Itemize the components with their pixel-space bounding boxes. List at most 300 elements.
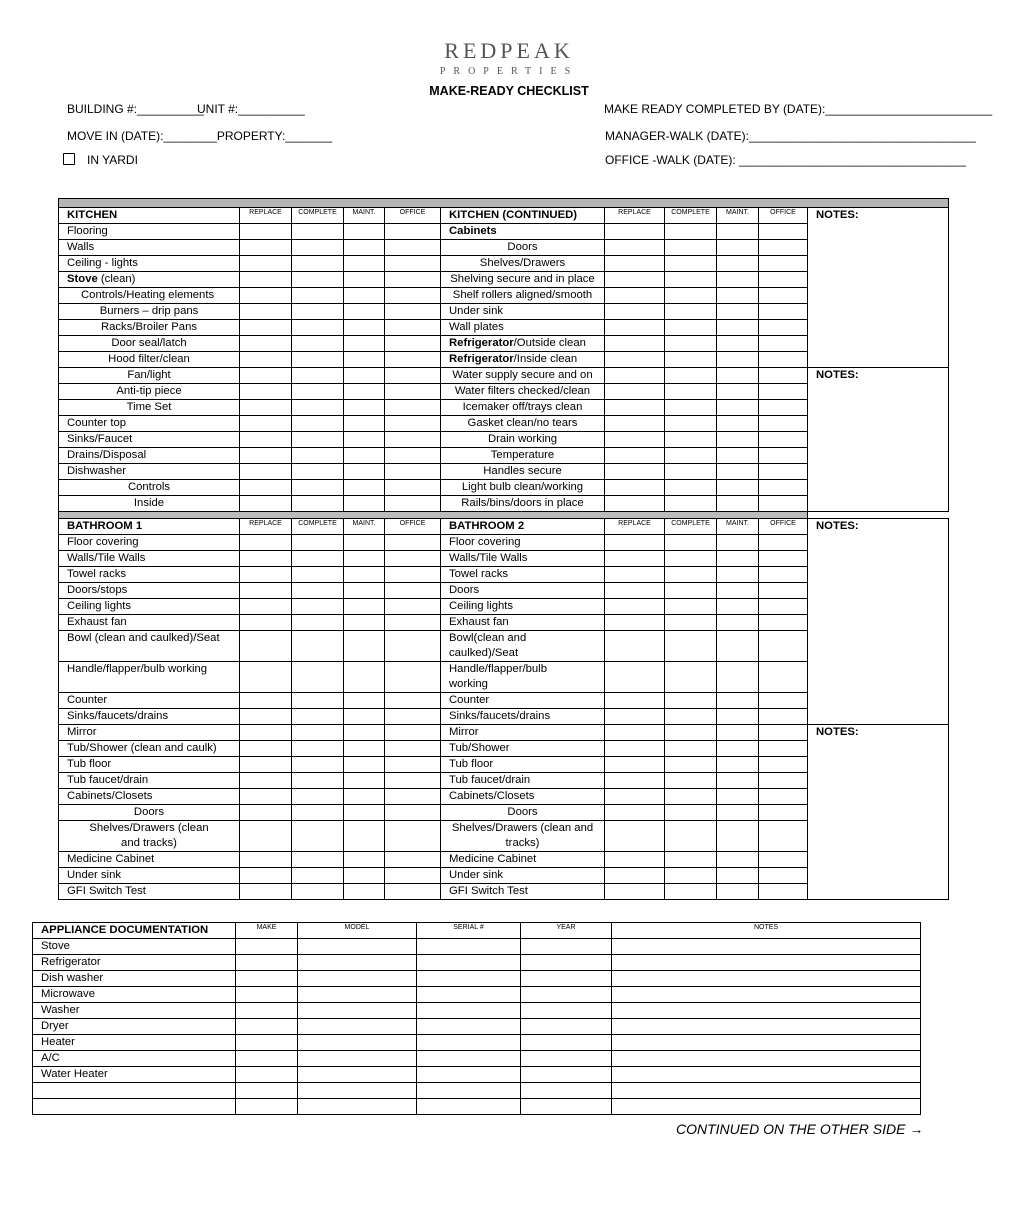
check-cell[interactable] [385, 821, 441, 852]
appliance-entry-cell[interactable] [298, 987, 417, 1003]
check-cell[interactable] [240, 352, 292, 368]
check-cell[interactable] [344, 272, 385, 288]
check-cell[interactable] [665, 884, 717, 900]
check-cell[interactable] [665, 272, 717, 288]
check-cell[interactable] [292, 884, 344, 900]
appliance-entry-cell[interactable] [521, 971, 612, 987]
check-cell[interactable] [759, 304, 808, 320]
appliance-entry-cell[interactable] [417, 1035, 521, 1051]
check-cell[interactable] [385, 496, 441, 512]
check-cell[interactable] [717, 272, 759, 288]
check-cell[interactable] [344, 535, 385, 551]
check-cell[interactable] [385, 304, 441, 320]
appliance-entry-cell[interactable] [236, 1019, 298, 1035]
check-cell[interactable] [665, 384, 717, 400]
check-cell[interactable] [385, 416, 441, 432]
check-cell[interactable] [240, 631, 292, 662]
check-cell[interactable] [759, 400, 808, 416]
unit-field[interactable]: UNIT #:__________ [197, 102, 305, 116]
check-cell[interactable] [665, 741, 717, 757]
check-cell[interactable] [717, 256, 759, 272]
check-cell[interactable] [759, 741, 808, 757]
bathroom-notes-1[interactable]: NOTES: [808, 519, 949, 725]
check-cell[interactable] [759, 448, 808, 464]
appliance-entry-cell[interactable] [521, 1003, 612, 1019]
check-cell[interactable] [292, 583, 344, 599]
check-cell[interactable] [759, 224, 808, 240]
check-cell[interactable] [344, 224, 385, 240]
appliance-entry-cell[interactable] [417, 1019, 521, 1035]
check-cell[interactable] [605, 336, 665, 352]
check-cell[interactable] [605, 773, 665, 789]
check-cell[interactable] [665, 400, 717, 416]
check-cell[interactable] [759, 821, 808, 852]
appliance-entry-cell[interactable] [417, 1099, 521, 1115]
appliance-entry-cell[interactable] [612, 1051, 921, 1067]
check-cell[interactable] [240, 496, 292, 512]
check-cell[interactable] [344, 464, 385, 480]
check-cell[interactable] [605, 224, 665, 240]
check-cell[interactable] [292, 320, 344, 336]
check-cell[interactable] [665, 789, 717, 805]
check-cell[interactable] [605, 320, 665, 336]
check-cell[interactable] [759, 480, 808, 496]
check-cell[interactable] [344, 416, 385, 432]
check-cell[interactable] [605, 535, 665, 551]
appliance-entry-cell[interactable] [612, 1019, 921, 1035]
check-cell[interactable] [240, 480, 292, 496]
check-cell[interactable] [240, 224, 292, 240]
check-cell[interactable] [344, 288, 385, 304]
check-cell[interactable] [344, 583, 385, 599]
check-cell[interactable] [717, 709, 759, 725]
check-cell[interactable] [344, 400, 385, 416]
check-cell[interactable] [717, 416, 759, 432]
check-cell[interactable] [292, 599, 344, 615]
check-cell[interactable] [605, 709, 665, 725]
check-cell[interactable] [385, 725, 441, 741]
check-cell[interactable] [240, 256, 292, 272]
check-cell[interactable] [759, 567, 808, 583]
check-cell[interactable] [665, 805, 717, 821]
check-cell[interactable] [605, 757, 665, 773]
check-cell[interactable] [344, 336, 385, 352]
check-cell[interactable] [385, 551, 441, 567]
check-cell[interactable] [292, 662, 344, 693]
appliance-entry-cell[interactable] [298, 1099, 417, 1115]
check-cell[interactable] [240, 709, 292, 725]
check-cell[interactable] [292, 789, 344, 805]
appliance-entry-cell[interactable] [236, 939, 298, 955]
bathroom-notes-2[interactable]: NOTES: [808, 725, 949, 900]
check-cell[interactable] [605, 368, 665, 384]
check-cell[interactable] [665, 551, 717, 567]
check-cell[interactable] [292, 615, 344, 631]
check-cell[interactable] [665, 615, 717, 631]
check-cell[interactable] [385, 757, 441, 773]
check-cell[interactable] [717, 304, 759, 320]
check-cell[interactable] [605, 852, 665, 868]
check-cell[interactable] [759, 256, 808, 272]
check-cell[interactable] [240, 821, 292, 852]
in-yardi-option[interactable] [63, 153, 138, 167]
check-cell[interactable] [665, 368, 717, 384]
check-cell[interactable] [385, 599, 441, 615]
check-cell[interactable] [292, 551, 344, 567]
check-cell[interactable] [292, 480, 344, 496]
check-cell[interactable] [759, 693, 808, 709]
appliance-entry-cell[interactable] [298, 1067, 417, 1083]
check-cell[interactable] [240, 583, 292, 599]
check-cell[interactable] [759, 320, 808, 336]
check-cell[interactable] [240, 336, 292, 352]
check-cell[interactable] [385, 352, 441, 368]
check-cell[interactable] [605, 805, 665, 821]
check-cell[interactable] [717, 868, 759, 884]
check-cell[interactable] [605, 288, 665, 304]
check-cell[interactable] [344, 384, 385, 400]
check-cell[interactable] [717, 662, 759, 693]
check-cell[interactable] [344, 496, 385, 512]
check-cell[interactable] [344, 240, 385, 256]
check-cell[interactable] [717, 368, 759, 384]
check-cell[interactable] [665, 599, 717, 615]
check-cell[interactable] [605, 631, 665, 662]
check-cell[interactable] [605, 416, 665, 432]
appliance-entry-cell[interactable] [236, 971, 298, 987]
appliance-entry-cell[interactable] [417, 1051, 521, 1067]
check-cell[interactable] [759, 288, 808, 304]
check-cell[interactable] [292, 304, 344, 320]
check-cell[interactable] [344, 256, 385, 272]
check-cell[interactable] [385, 256, 441, 272]
check-cell[interactable] [759, 599, 808, 615]
appliance-entry-cell[interactable] [521, 1099, 612, 1115]
check-cell[interactable] [240, 725, 292, 741]
check-cell[interactable] [717, 583, 759, 599]
check-cell[interactable] [665, 773, 717, 789]
check-cell[interactable] [240, 304, 292, 320]
appliance-entry-cell[interactable] [521, 1083, 612, 1099]
appliance-entry-cell[interactable] [417, 971, 521, 987]
check-cell[interactable] [385, 384, 441, 400]
check-cell[interactable] [292, 868, 344, 884]
appliance-entry-cell[interactable] [298, 1003, 417, 1019]
check-cell[interactable] [344, 709, 385, 725]
check-cell[interactable] [717, 631, 759, 662]
check-cell[interactable] [292, 535, 344, 551]
check-cell[interactable] [385, 464, 441, 480]
check-cell[interactable] [385, 868, 441, 884]
check-cell[interactable] [717, 757, 759, 773]
check-cell[interactable] [717, 288, 759, 304]
check-cell[interactable] [385, 852, 441, 868]
check-cell[interactable] [240, 535, 292, 551]
check-cell[interactable] [344, 615, 385, 631]
check-cell[interactable] [759, 496, 808, 512]
check-cell[interactable] [385, 400, 441, 416]
check-cell[interactable] [344, 448, 385, 464]
appliance-entry-cell[interactable] [298, 939, 417, 955]
check-cell[interactable] [605, 448, 665, 464]
check-cell[interactable] [385, 631, 441, 662]
check-cell[interactable] [385, 805, 441, 821]
appliance-entry-cell[interactable] [612, 987, 921, 1003]
check-cell[interactable] [385, 884, 441, 900]
check-cell[interactable] [665, 583, 717, 599]
check-cell[interactable] [759, 416, 808, 432]
check-cell[interactable] [385, 432, 441, 448]
appliance-entry-cell[interactable] [521, 1051, 612, 1067]
check-cell[interactable] [292, 631, 344, 662]
appliance-entry-cell[interactable] [236, 1099, 298, 1115]
check-cell[interactable] [292, 224, 344, 240]
appliance-entry-cell[interactable] [612, 1083, 921, 1099]
check-cell[interactable] [344, 320, 385, 336]
appliance-entry-cell[interactable] [612, 939, 921, 955]
check-cell[interactable] [240, 464, 292, 480]
check-cell[interactable] [665, 352, 717, 368]
appliance-entry-cell[interactable] [612, 1099, 921, 1115]
check-cell[interactable] [665, 320, 717, 336]
check-cell[interactable] [292, 384, 344, 400]
check-cell[interactable] [759, 551, 808, 567]
check-cell[interactable] [385, 567, 441, 583]
check-cell[interactable] [240, 805, 292, 821]
check-cell[interactable] [759, 852, 808, 868]
appliance-entry-cell[interactable] [417, 1083, 521, 1099]
check-cell[interactable] [385, 615, 441, 631]
check-cell[interactable] [605, 662, 665, 693]
check-cell[interactable] [292, 432, 344, 448]
check-cell[interactable] [240, 773, 292, 789]
check-cell[interactable] [240, 288, 292, 304]
check-cell[interactable] [759, 773, 808, 789]
check-cell[interactable] [385, 368, 441, 384]
check-cell[interactable] [717, 773, 759, 789]
check-cell[interactable] [717, 336, 759, 352]
check-cell[interactable] [344, 741, 385, 757]
check-cell[interactable] [344, 304, 385, 320]
appliance-entry-cell[interactable] [236, 955, 298, 971]
check-cell[interactable] [665, 567, 717, 583]
check-cell[interactable] [717, 480, 759, 496]
check-cell[interactable] [605, 496, 665, 512]
check-cell[interactable] [605, 384, 665, 400]
check-cell[interactable] [240, 615, 292, 631]
appliance-entry-cell[interactable] [236, 1067, 298, 1083]
check-cell[interactable] [665, 709, 717, 725]
check-cell[interactable] [759, 432, 808, 448]
check-cell[interactable] [292, 757, 344, 773]
appliance-entry-cell[interactable] [236, 1003, 298, 1019]
check-cell[interactable] [240, 662, 292, 693]
check-cell[interactable] [240, 599, 292, 615]
appliance-entry-cell[interactable] [521, 939, 612, 955]
check-cell[interactable] [292, 256, 344, 272]
kitchen-notes-1[interactable]: NOTES: [808, 208, 949, 368]
check-cell[interactable] [759, 464, 808, 480]
check-cell[interactable] [240, 868, 292, 884]
check-cell[interactable] [344, 599, 385, 615]
check-cell[interactable] [717, 884, 759, 900]
check-cell[interactable] [665, 852, 717, 868]
check-cell[interactable] [605, 464, 665, 480]
appliance-entry-cell[interactable] [417, 1003, 521, 1019]
check-cell[interactable] [292, 693, 344, 709]
check-cell[interactable] [759, 384, 808, 400]
check-cell[interactable] [665, 535, 717, 551]
check-cell[interactable] [759, 615, 808, 631]
check-cell[interactable] [759, 805, 808, 821]
appliance-entry-cell[interactable] [298, 955, 417, 971]
appliance-entry-cell[interactable] [521, 1067, 612, 1083]
check-cell[interactable] [717, 741, 759, 757]
check-cell[interactable] [665, 757, 717, 773]
check-cell[interactable] [665, 693, 717, 709]
check-cell[interactable] [240, 320, 292, 336]
check-cell[interactable] [344, 884, 385, 900]
check-cell[interactable] [717, 551, 759, 567]
check-cell[interactable] [292, 709, 344, 725]
check-cell[interactable] [292, 272, 344, 288]
check-cell[interactable] [665, 416, 717, 432]
check-cell[interactable] [759, 368, 808, 384]
check-cell[interactable] [665, 256, 717, 272]
make-ready-completed-field[interactable]: MAKE READY COMPLETED BY (DATE):_________________________ [604, 102, 993, 116]
check-cell[interactable] [292, 805, 344, 821]
check-cell[interactable] [344, 725, 385, 741]
check-cell[interactable] [344, 662, 385, 693]
check-cell[interactable] [605, 432, 665, 448]
check-cell[interactable] [385, 789, 441, 805]
check-cell[interactable] [385, 709, 441, 725]
check-cell[interactable] [385, 693, 441, 709]
check-cell[interactable] [717, 615, 759, 631]
check-cell[interactable] [344, 868, 385, 884]
appliance-entry-cell[interactable] [612, 1003, 921, 1019]
check-cell[interactable] [605, 256, 665, 272]
appliance-entry-cell[interactable] [298, 971, 417, 987]
check-cell[interactable] [759, 725, 808, 741]
check-cell[interactable] [605, 567, 665, 583]
check-cell[interactable] [717, 240, 759, 256]
check-cell[interactable] [385, 288, 441, 304]
appliance-entry-cell[interactable] [521, 955, 612, 971]
check-cell[interactable] [240, 384, 292, 400]
check-cell[interactable] [292, 464, 344, 480]
check-cell[interactable] [385, 773, 441, 789]
appliance-entry-cell[interactable] [521, 1035, 612, 1051]
check-cell[interactable] [605, 884, 665, 900]
office-walk-field[interactable]: OFFICE -WALK (DATE): __________________________________ [605, 153, 966, 167]
check-cell[interactable] [240, 884, 292, 900]
check-cell[interactable] [344, 432, 385, 448]
check-cell[interactable] [605, 821, 665, 852]
check-cell[interactable] [240, 757, 292, 773]
check-cell[interactable] [665, 662, 717, 693]
check-cell[interactable] [605, 400, 665, 416]
check-cell[interactable] [717, 535, 759, 551]
check-cell[interactable] [344, 551, 385, 567]
check-cell[interactable] [665, 496, 717, 512]
check-cell[interactable] [717, 400, 759, 416]
check-cell[interactable] [385, 448, 441, 464]
check-cell[interactable] [717, 599, 759, 615]
check-cell[interactable] [385, 583, 441, 599]
check-cell[interactable] [240, 551, 292, 567]
appliance-entry-cell[interactable] [417, 955, 521, 971]
check-cell[interactable] [665, 821, 717, 852]
check-cell[interactable] [292, 852, 344, 868]
check-cell[interactable] [759, 789, 808, 805]
check-cell[interactable] [292, 448, 344, 464]
check-cell[interactable] [717, 448, 759, 464]
check-cell[interactable] [292, 288, 344, 304]
appliance-entry-cell[interactable] [521, 987, 612, 1003]
check-cell[interactable] [605, 599, 665, 615]
appliance-entry-cell[interactable] [236, 987, 298, 1003]
check-cell[interactable] [717, 805, 759, 821]
check-cell[interactable] [717, 693, 759, 709]
check-cell[interactable] [759, 884, 808, 900]
check-cell[interactable] [759, 535, 808, 551]
check-cell[interactable] [240, 416, 292, 432]
check-cell[interactable] [240, 400, 292, 416]
check-cell[interactable] [665, 448, 717, 464]
check-cell[interactable] [292, 416, 344, 432]
check-cell[interactable] [759, 272, 808, 288]
check-cell[interactable] [292, 400, 344, 416]
check-cell[interactable] [385, 480, 441, 496]
check-cell[interactable] [717, 821, 759, 852]
appliance-entry-cell[interactable] [417, 1067, 521, 1083]
in-yardi-checkbox[interactable] [63, 153, 75, 165]
check-cell[interactable] [385, 240, 441, 256]
check-cell[interactable] [665, 480, 717, 496]
check-cell[interactable] [292, 496, 344, 512]
check-cell[interactable] [344, 693, 385, 709]
check-cell[interactable] [385, 741, 441, 757]
check-cell[interactable] [240, 432, 292, 448]
move-in-property-field[interactable]: MOVE IN (DATE):________PROPERTY:_______ [67, 129, 333, 143]
check-cell[interactable] [292, 352, 344, 368]
appliance-entry-cell[interactable] [298, 1035, 417, 1051]
check-cell[interactable] [665, 464, 717, 480]
appliance-entry-cell[interactable] [612, 1035, 921, 1051]
check-cell[interactable] [605, 240, 665, 256]
check-cell[interactable] [344, 852, 385, 868]
check-cell[interactable] [759, 662, 808, 693]
check-cell[interactable] [292, 725, 344, 741]
check-cell[interactable] [665, 288, 717, 304]
check-cell[interactable] [759, 709, 808, 725]
check-cell[interactable] [605, 693, 665, 709]
check-cell[interactable] [292, 567, 344, 583]
check-cell[interactable] [759, 336, 808, 352]
check-cell[interactable] [344, 773, 385, 789]
kitchen-notes-2[interactable]: NOTES: [808, 368, 949, 512]
appliance-entry-cell[interactable] [612, 1067, 921, 1083]
check-cell[interactable] [605, 741, 665, 757]
check-cell[interactable] [717, 852, 759, 868]
check-cell[interactable] [240, 448, 292, 464]
check-cell[interactable] [717, 320, 759, 336]
check-cell[interactable] [344, 631, 385, 662]
check-cell[interactable] [292, 773, 344, 789]
check-cell[interactable] [665, 224, 717, 240]
check-cell[interactable] [240, 368, 292, 384]
